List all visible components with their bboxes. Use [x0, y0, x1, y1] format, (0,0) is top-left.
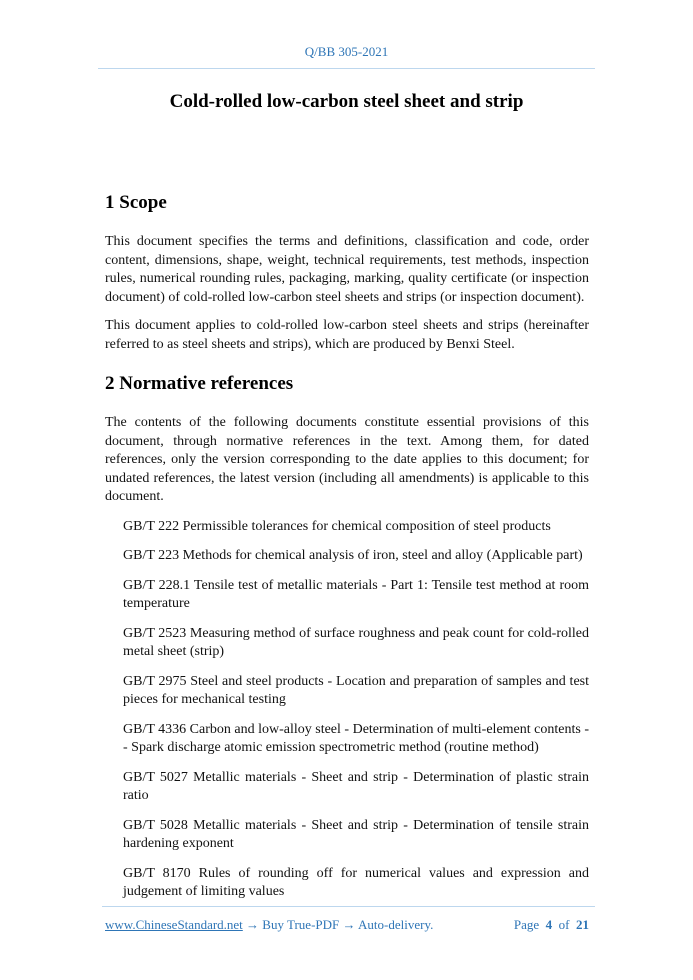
arrow-right-icon: →: [246, 917, 260, 932]
reference-item: GB/T 4336 Carbon and low-alloy steel - Determination of multi-element contents -- Spark discharge atomic emission spectrometric method (routine method): [123, 721, 589, 755]
arrow-right-icon: →: [342, 917, 356, 932]
page-of-label: of: [558, 917, 570, 932]
reference-item: GB/T 8170 Rules of rounding off for numerical values and expression and judgement of limiting values: [123, 865, 589, 899]
reference-item: GB/T 5028 Metallic materials - Sheet and strip - Determination of tensile strain hardening exponent: [123, 817, 589, 851]
auto-delivery-text: Auto-delivery.: [358, 917, 434, 932]
reference-item: GB/T 2523 Measuring method of surface roughness and peak count for cold-rolled metal sheet (strip): [123, 625, 589, 659]
normative-intro-paragraph: The contents of the following documents constitute essential provisions of this document, through normative references in the text. Among them, for dated references, only the version corresponding to the date applies to this document; for undated references, the latest version (including all amendments) is applicable to this document.: [105, 415, 589, 504]
reference-item: GB/T 223 Methods for chemical analysis of iron, steel and alloy (Applicable part): [123, 548, 583, 563]
section-heading-normative-references: 2 Normative references: [105, 373, 294, 394]
document-title: Cold-rolled low-carbon steel sheet and strip: [169, 91, 524, 112]
reference-item: GB/T 228.1 Tensile test of metallic materials - Part 1: Tensile test method at room temperature: [123, 577, 589, 611]
page-label: Page: [513, 917, 540, 932]
section-heading-scope: 1 Scope: [105, 192, 167, 213]
scope-paragraph-2: This document applies to cold-rolled low-carbon steel sheets and strips (hereinafter referred to as steel sheets and strips), which are produced by Benxi Steel.: [105, 318, 589, 352]
reference-item: GB/T 2975 Steel and steel products - Location and preparation of samples and test pieces for mechanical testing: [123, 673, 589, 707]
page-total: 21: [576, 917, 589, 932]
page-footer: [105, 917, 589, 933]
reference-item: GB/T 222 Permissible tolerances for chemical composition of steel products: [123, 518, 551, 534]
chinesestandard-link[interactable]: www.ChineseStandard.net: [105, 917, 243, 932]
scope-paragraph-1: This document specifies the terms and definitions, classification and code, order content, dimensions, shape, weight, technical requirements, test methods, inspection rules, numerical rounding rules, packaging, marking, quality certificate (or inspection document) of cold-rolled low-carbon steel sheets and strips (or inspection document).: [105, 234, 589, 305]
running-header-doc-code: Q/BB 305-2021: [304, 44, 389, 59]
header-divider: [98, 68, 595, 69]
document-body: [105, 190, 589, 902]
page-current: 4: [545, 917, 553, 932]
buy-true-pdf-text: Buy True-PDF: [262, 917, 340, 932]
reference-item: GB/T 5027 Metallic materials - Sheet and strip - Determination of plastic strain ratio: [123, 769, 589, 803]
footer-divider: [102, 906, 595, 907]
page-number: [514, 917, 589, 933]
